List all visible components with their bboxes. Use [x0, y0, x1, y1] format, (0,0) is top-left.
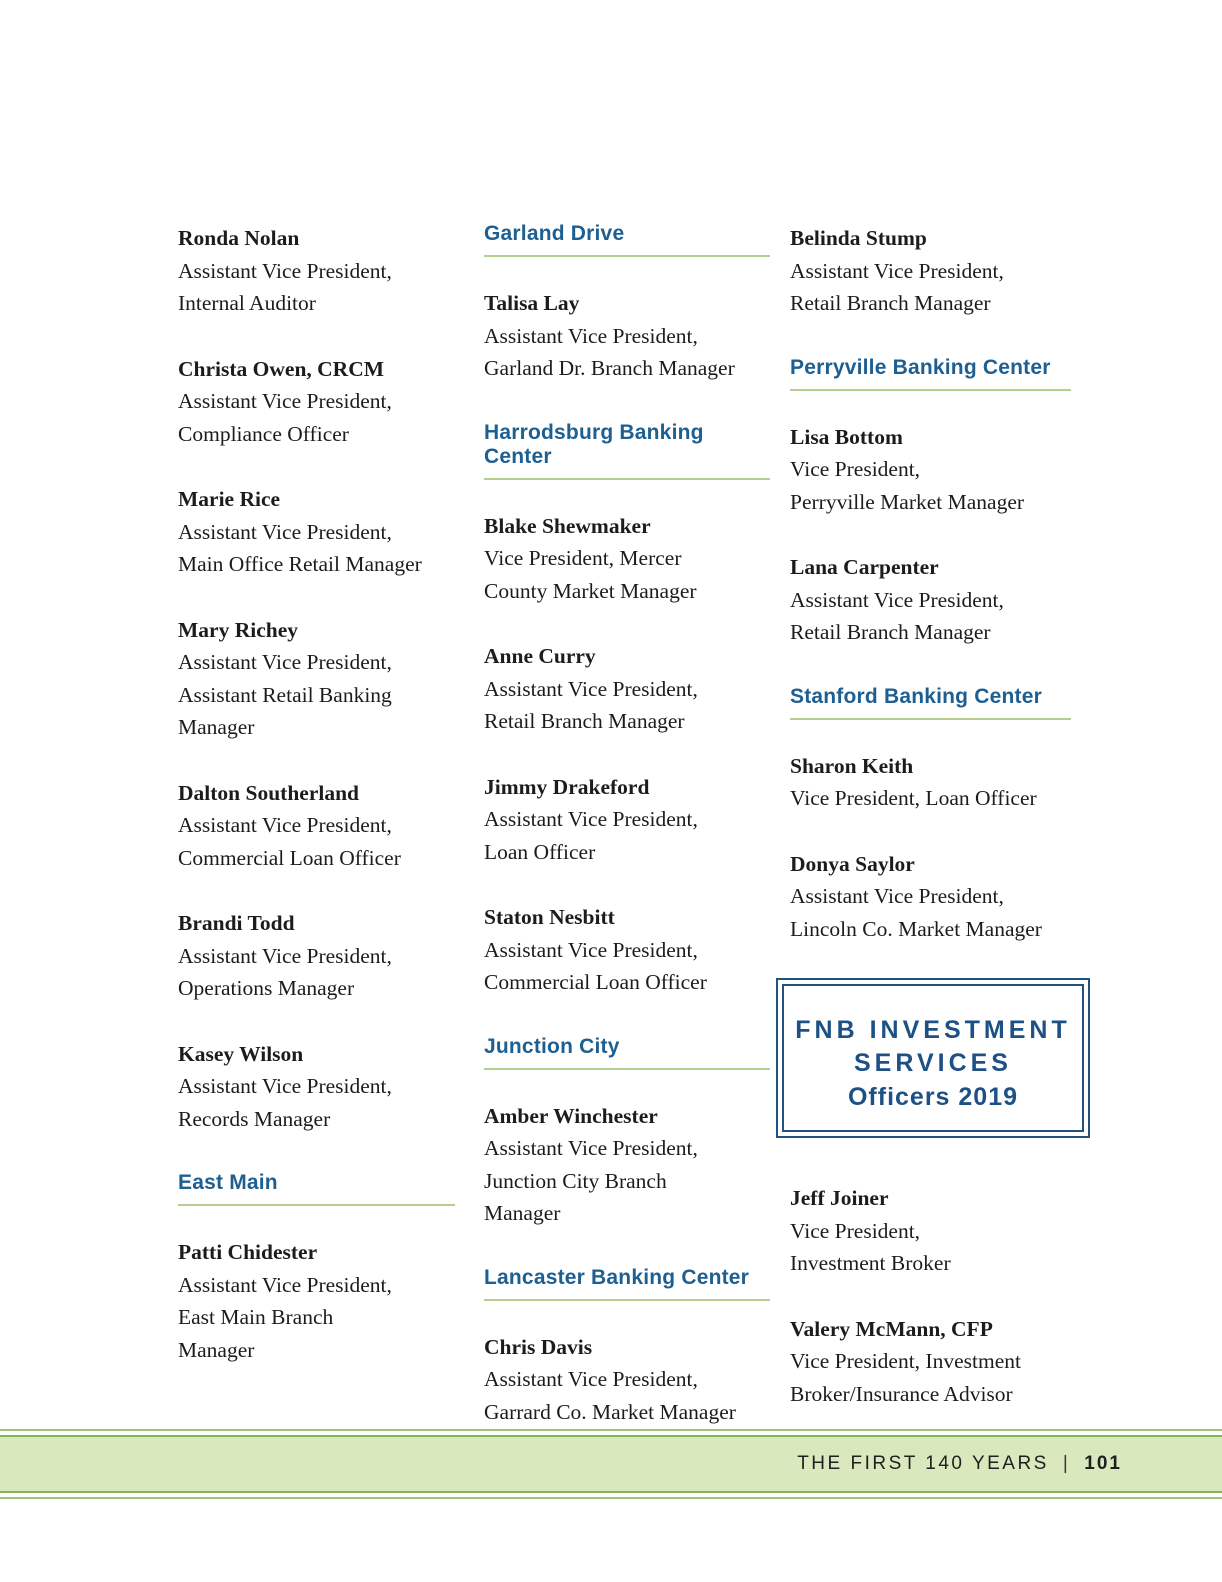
person-title-line: Assistant Vice President,	[178, 1272, 392, 1297]
person-entry	[790, 1313, 1071, 1411]
person-name: Brandi Todd	[178, 911, 295, 935]
person-entry	[484, 510, 770, 608]
person-name: Lana Carpenter	[790, 555, 939, 579]
section-header: East Main	[178, 1171, 455, 1206]
person-title-line: Investment Broker	[790, 1251, 951, 1275]
person-entry	[178, 483, 455, 581]
officer-column-left	[178, 222, 455, 1399]
person-name: Dalton Southerland	[178, 780, 359, 805]
person-title-line: Vice President, Mercer	[484, 546, 682, 570]
person-entry	[790, 551, 1071, 649]
person-title-line: Assistant Vice President,	[484, 937, 698, 962]
person-title-line: Vice President,	[790, 457, 921, 481]
person-title-line: Compliance Officer	[178, 421, 349, 446]
person-title-line: Commercial Loan Officer	[484, 970, 707, 994]
person-title-line: Vice President,	[790, 1218, 921, 1243]
footer-bottom-hairline	[0, 1497, 1222, 1499]
person-title-line: Assistant Vice President,	[484, 807, 698, 831]
person-name: Marie Rice	[178, 487, 281, 511]
person-title-line: Assistant Vice President,	[484, 1367, 698, 1391]
person-title-line: Assistant Vice President,	[790, 884, 1004, 908]
investment-services-box	[776, 978, 1090, 1138]
person-name: Staton Nesbitt	[484, 905, 615, 929]
person-title-line: Vice President, Investment	[790, 1349, 1021, 1373]
person-title-line: Retail Branch Manager	[790, 291, 991, 315]
section-header: Lancaster Banking Center	[484, 1266, 770, 1301]
person-title-line: Manager	[178, 715, 255, 739]
section-header: Perryville Banking Center	[790, 356, 1071, 391]
person-title-line: Garland Dr. Branch Manager	[484, 356, 735, 380]
person-title-line: Assistant Vice President,	[178, 650, 392, 674]
person-name: Talisa Lay	[484, 291, 580, 315]
person-name: Chris Davis	[484, 1334, 593, 1359]
section-header: Harrodsburg Banking Center	[484, 421, 770, 480]
person-name: Blake Shewmaker	[484, 513, 651, 538]
person-name: Lisa Bottom	[790, 424, 903, 449]
person-entry	[790, 750, 1071, 815]
person-title-line: Broker/Insurance Advisor	[790, 1381, 1013, 1406]
person-title-line: Assistant Vice President,	[178, 519, 392, 544]
box-subtitle: Officers 2019	[847, 1083, 1019, 1111]
person-title-line: Assistant Retail Banking	[178, 682, 392, 707]
person-entry	[178, 614, 455, 744]
page-footer	[0, 1429, 1222, 1499]
person-title-line: Assistant Vice President,	[484, 1136, 698, 1160]
section-header: Junction City	[484, 1035, 770, 1070]
person-title-line: East Main Branch	[178, 1305, 334, 1329]
person-name: Donya Saylor	[790, 851, 915, 876]
person-entry	[484, 901, 770, 999]
person-name: Jeff Joiner	[790, 1186, 889, 1210]
person-title-line: Vice President, Loan Officer	[790, 786, 1037, 810]
box-title-line: SERVICES	[854, 1049, 1012, 1077]
person-title-line: Assistant Vice President,	[790, 258, 1004, 283]
person-title-line: Retail Branch Manager	[484, 709, 685, 733]
person-title-line: Assistant Vice President,	[790, 587, 1004, 612]
box-title-line: FNB INVESTMENT	[795, 1016, 1071, 1044]
person-name: Belinda Stump	[790, 226, 927, 250]
person-title-line: Perryville Market Manager	[790, 489, 1025, 514]
person-entry	[484, 771, 770, 869]
footer-title: THE FIRST 140 YEARS	[797, 1453, 1049, 1474]
investment-services-box-inner	[782, 984, 1084, 1132]
person-title-line: Assistant Vice President,	[178, 389, 392, 413]
person-title-line: Garrard Co. Market Manager	[484, 1399, 736, 1424]
person-title-line: Operations Manager	[178, 976, 355, 1000]
person-entry	[790, 1182, 1071, 1280]
person-entry	[484, 640, 770, 738]
person-name: Valery McMann, CFP	[790, 1316, 993, 1341]
person-name: Kasey Wilson	[178, 1041, 304, 1066]
person-entry	[790, 421, 1071, 519]
person-title-line: Junction City Branch	[484, 1168, 667, 1193]
person-title-line: Retail Branch Manager	[790, 620, 991, 644]
person-entry	[178, 777, 455, 875]
person-entry	[790, 848, 1071, 946]
person-name: Sharon Keith	[790, 753, 914, 778]
person-title-line: Internal Auditor	[178, 291, 316, 315]
person-title-line: Assistant Vice President,	[484, 323, 698, 348]
person-name: Ronda Nolan	[178, 226, 300, 250]
person-title-line: Assistant Vice President,	[484, 676, 698, 701]
person-title-line: Loan Officer	[484, 839, 596, 864]
page-number: 101	[1084, 1453, 1122, 1474]
footer-bar	[0, 1435, 1222, 1493]
person-entry	[178, 1038, 455, 1136]
person-name: Anne Curry	[484, 644, 596, 668]
person-title-line: Assistant Vice President,	[178, 813, 392, 837]
person-title-line: Commercial Loan Officer	[178, 845, 401, 870]
person-title-line: Manager	[178, 1337, 255, 1362]
section-header: Stanford Banking Center	[790, 685, 1071, 720]
person-name: Christa Owen, CRCM	[178, 356, 385, 381]
officer-column-right	[790, 222, 1071, 1443]
person-title-line: Assistant Vice President,	[178, 943, 392, 968]
person-name: Patti Chidester	[178, 1240, 318, 1264]
person-entry	[178, 353, 455, 451]
person-title-line: Assistant Vice President,	[178, 1074, 392, 1098]
person-entry	[790, 222, 1071, 320]
person-name: Mary Richey	[178, 617, 299, 642]
footer-top-hairline	[0, 1429, 1222, 1431]
person-title-line: County Market Manager	[484, 578, 697, 603]
officer-column-middle	[484, 222, 770, 1461]
person-entry	[484, 1331, 770, 1429]
person-title-line: Lincoln Co. Market Manager	[790, 916, 1042, 941]
person-title-line: Main Office Retail Manager	[178, 552, 422, 576]
person-entry	[484, 1100, 770, 1230]
person-name: Amber Winchester	[484, 1103, 658, 1128]
person-title-line: Assistant Vice President,	[178, 258, 392, 283]
person-title-line: Records Manager	[178, 1106, 331, 1131]
section-header: Garland Drive	[484, 222, 770, 257]
person-title-line: Manager	[484, 1201, 561, 1225]
person-entry	[178, 1236, 455, 1366]
person-entry	[178, 222, 455, 320]
person-entry	[484, 287, 770, 385]
person-entry	[178, 907, 455, 1005]
footer-separator: |	[1062, 1453, 1071, 1474]
person-name: Jimmy Drakeford	[484, 774, 650, 799]
